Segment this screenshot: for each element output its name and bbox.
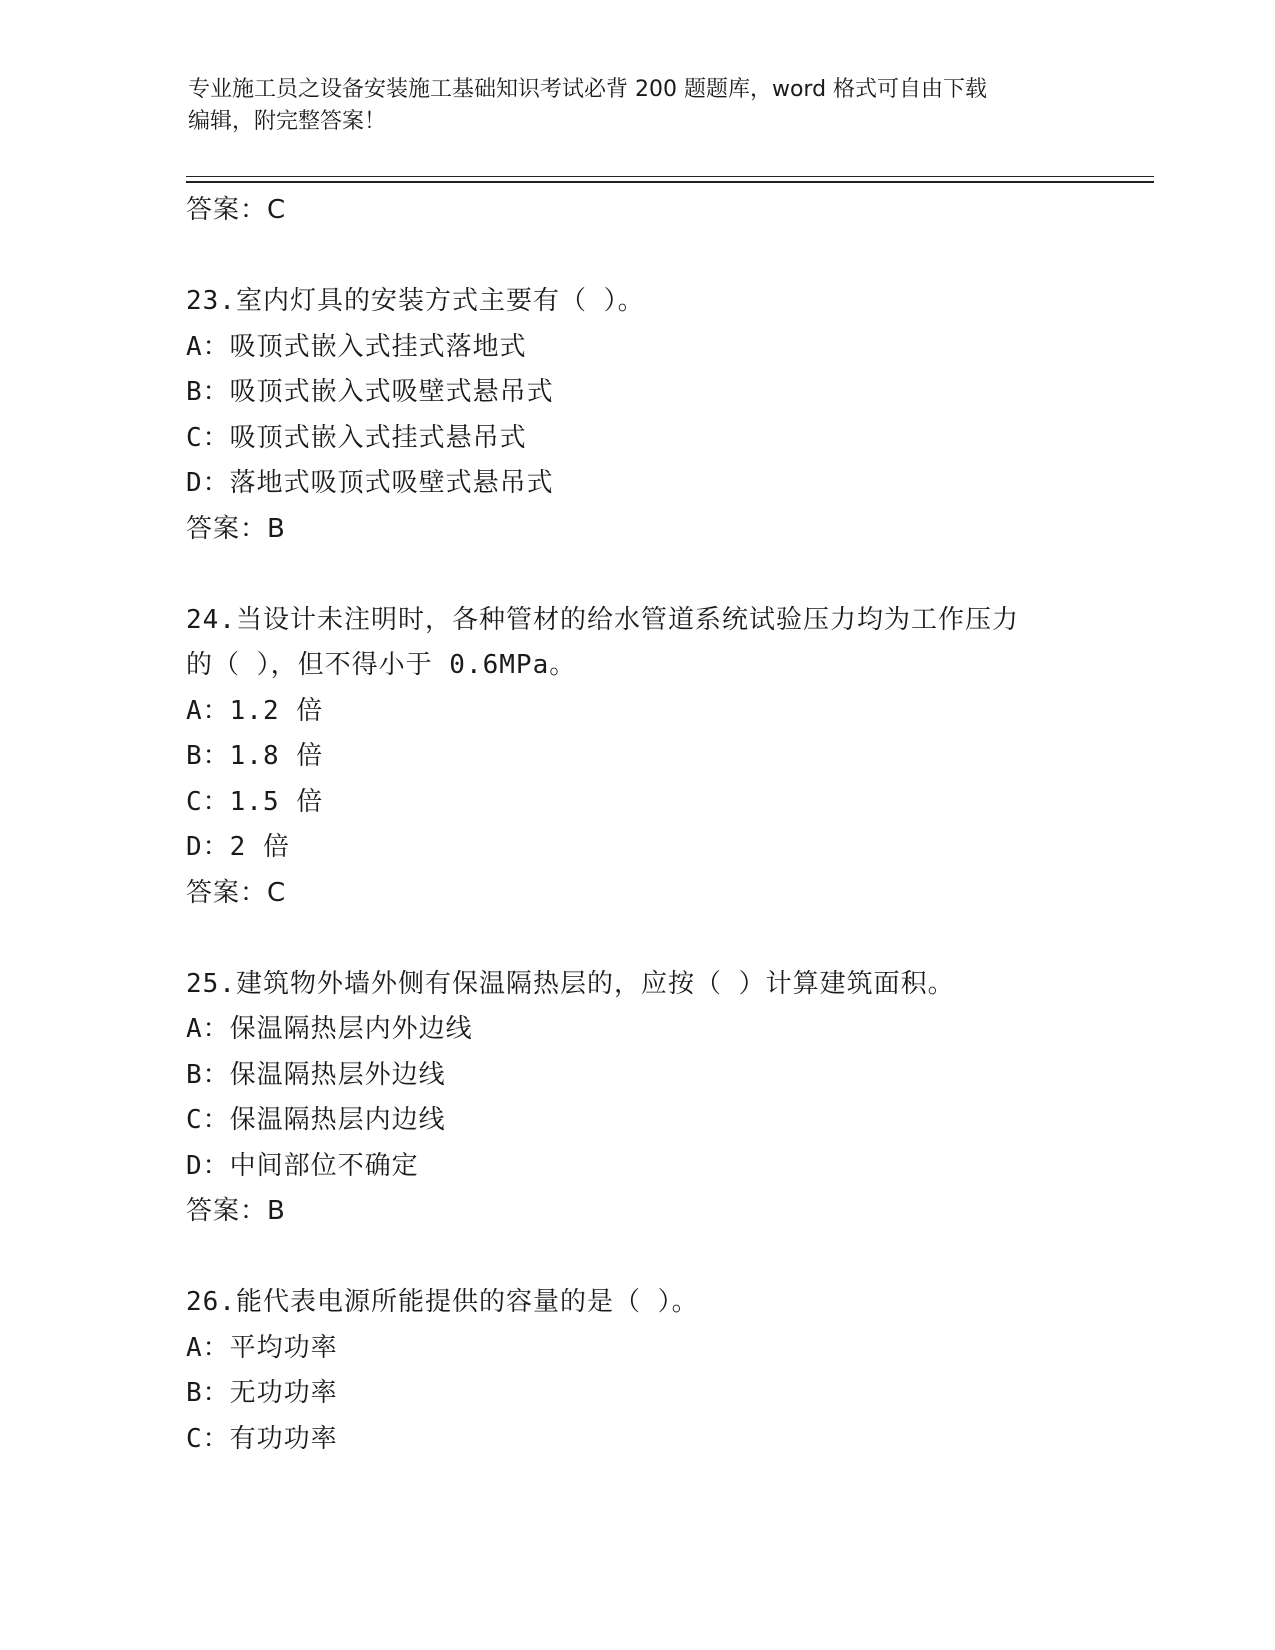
option-d: D：落地式吸顶式吸壁式悬吊式 <box>186 468 554 498</box>
question-26 <box>186 1280 1086 1462</box>
question-24 <box>186 598 1086 917</box>
option-b: B：吸顶式嵌入式吸壁式悬吊式 <box>186 377 554 407</box>
option-c: C：吸顶式嵌入式挂式悬吊式 <box>186 422 527 453</box>
document-header <box>188 74 1088 138</box>
option-b: B：1.8 倍 <box>186 741 324 771</box>
option-b: B：无功功率 <box>186 1378 338 1408</box>
answer: 答案：B <box>186 513 286 544</box>
option-c: C：1.5 倍 <box>186 786 324 817</box>
option-b: B：保温隔热层外边线 <box>186 1059 446 1090</box>
header-title-line-1: 专业施工员之设备安装施工基础知识考试必背 200 题题库，word 格式可自由下载 <box>188 77 988 102</box>
option-a: A：吸顶式嵌入式挂式落地式 <box>186 331 527 362</box>
header-title-line-2: 编辑，附完整答案！ <box>188 109 387 134</box>
option-a: A：1.2 倍 <box>186 695 324 726</box>
question-23 <box>186 279 1086 552</box>
question-stem: 24.当设计未注明时，各种管材的给水管道系统试验压力均为工作压力 <box>186 604 1019 635</box>
question-stem: 26.能代表电源所能提供的容量的是（ ）。 <box>186 1287 699 1317</box>
header-divider-top <box>186 176 1154 177</box>
question-list <box>186 188 1086 1462</box>
spacer <box>186 234 1086 280</box>
spacer <box>186 1235 1086 1281</box>
option-d: D：2 倍 <box>186 832 290 862</box>
answer: 答案：B <box>186 1196 286 1226</box>
question-stem: 25.建筑物外墙外侧有保温隔热层的，应按（ ）计算建筑面积。 <box>186 968 955 999</box>
option-d: D：中间部位不确定 <box>186 1150 419 1181</box>
option-a: A：保温隔热层内外边线 <box>186 1014 473 1044</box>
question-stem-continued: 的（ ），但不得小于 0.6MPa。 <box>186 650 577 680</box>
question-stem: 23.室内灯具的安装方式主要有（ ）。 <box>186 286 645 316</box>
header-divider-bottom <box>186 181 1154 183</box>
spacer <box>186 552 1086 598</box>
question-25 <box>186 962 1086 1235</box>
previous-answer: 答案：C <box>186 195 287 225</box>
answer: 答案：C <box>186 877 287 908</box>
option-a: A：平均功率 <box>186 1332 338 1363</box>
spacer <box>186 916 1086 962</box>
option-c: C：有功功率 <box>186 1423 338 1454</box>
option-c: C：保温隔热层内边线 <box>186 1105 446 1135</box>
